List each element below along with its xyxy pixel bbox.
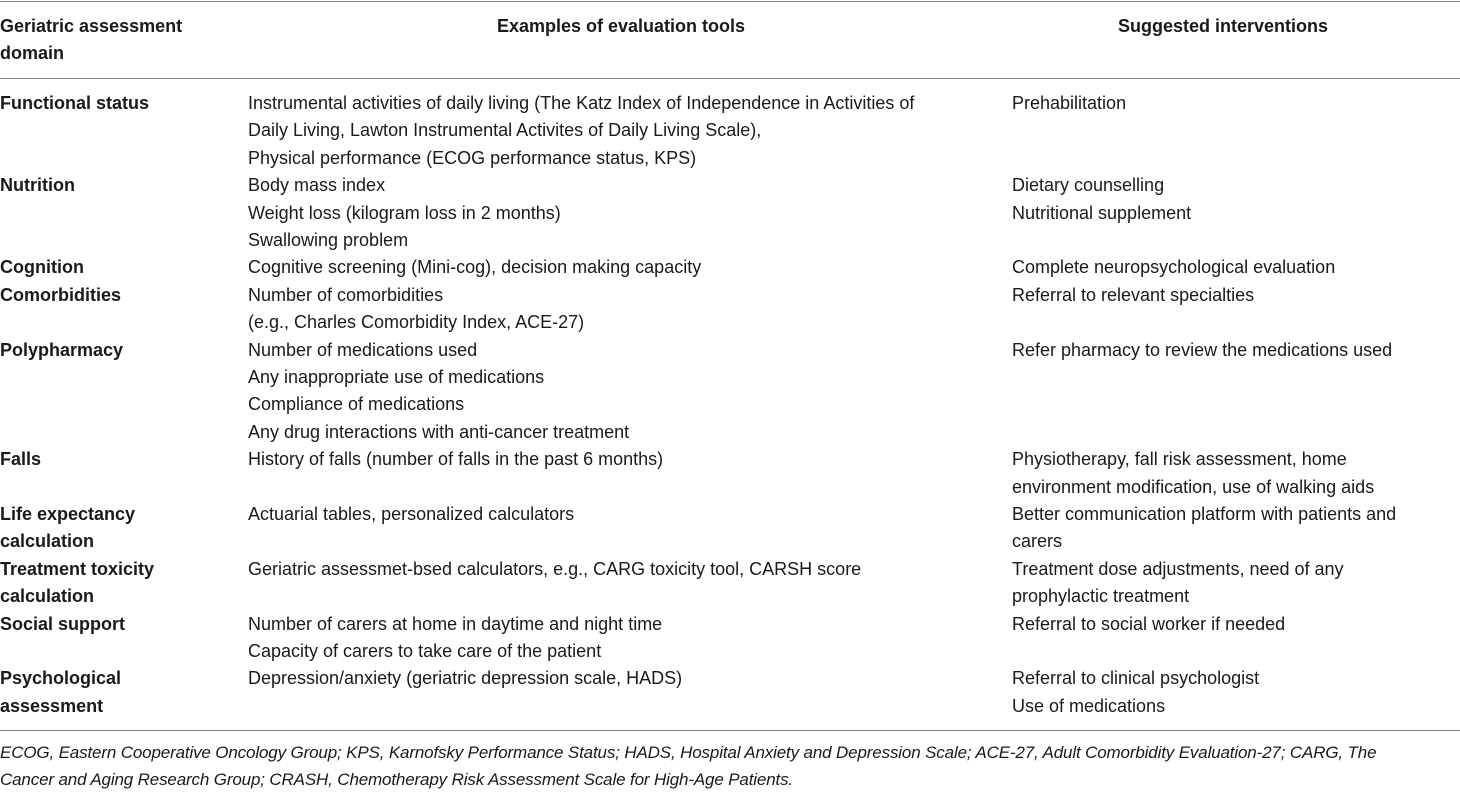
tools-cell — [248, 172, 998, 254]
interventions-cell-line: Dietary counselling — [1012, 175, 1165, 196]
tools-cell-line: Geriatric assessmet-bsed calculators, e.g., CARG toxicity tool, CARSH score — [248, 558, 862, 579]
domain-cell-line: Comorbidities — [0, 284, 122, 305]
interventions-cell-line: Use of medications — [1012, 695, 1166, 716]
tools-cell-line: Compliance of medications — [248, 394, 465, 415]
interventions-cell-line: Referral to social worker if needed — [1012, 613, 1286, 634]
tools-cell — [248, 556, 998, 583]
table-row — [0, 611, 1460, 666]
domain-cell — [0, 337, 235, 364]
interventions-cell-line: Refer pharmacy to review the medications used — [1012, 339, 1393, 360]
tools-cell — [248, 282, 998, 337]
tools-cell — [248, 665, 998, 692]
tools-cell-line: Instrumental activities of daily living (The Katz Index of Independence in Activities of — [248, 93, 915, 113]
domain-cell — [0, 446, 235, 473]
interventions-cell — [1012, 665, 1457, 720]
domain-cell — [0, 501, 235, 556]
interventions-cell-line: Nutritional supplement — [1012, 202, 1192, 223]
tools-cell — [248, 254, 998, 281]
domain-cell-line: Psychological — [0, 668, 122, 689]
tools-cell-line: (e.g., Charles Comorbidity Index, ACE-27) — [248, 312, 585, 333]
table-top-rule — [0, 1, 1460, 2]
interventions-cell-line: Referral to relevant specialties — [1012, 284, 1255, 305]
interventions-cell — [1012, 282, 1457, 309]
tools-cell-line: History of falls (number of falls in the past 6 months) — [248, 449, 664, 470]
table-row — [0, 501, 1460, 556]
tools-cell-line: Swallowing problem — [248, 230, 409, 250]
table-row — [0, 254, 1460, 281]
table-row — [0, 665, 1460, 720]
domain-cell — [0, 254, 235, 281]
tools-cell-line: Physical performance (ECOG performance status, KPS) — [248, 147, 697, 168]
table-row — [0, 282, 1460, 337]
tools-cell-line: Weight loss (kilogram loss in 2 months) — [248, 202, 561, 223]
tools-cell — [248, 446, 998, 473]
domain-cell-line: assessment — [0, 695, 104, 716]
column-header-domain-line1: Geriatric assessment — [0, 16, 183, 36]
domain-cell — [0, 556, 235, 611]
footnote-line: ECOG, Eastern Cooperative Oncology Group; KPS, Karnofsky Performance Status; HADS, Hospital Anxiety and Depression Scale; ACE-27, Adult Comorbidity Evaluation-27; CARG, The — [0, 743, 1377, 762]
tools-cell — [248, 337, 998, 447]
domain-cell-line: Life expectancy — [0, 504, 136, 524]
interventions-cell — [1012, 501, 1457, 556]
tools-cell — [248, 501, 998, 528]
tools-cell-line: Actuarial tables, personalized calculators — [248, 504, 575, 524]
interventions-cell-line: carers — [1012, 531, 1063, 552]
domain-cell-line: Polypharmacy — [0, 339, 124, 360]
table-bottom-rule — [0, 730, 1460, 731]
interventions-cell — [1012, 611, 1457, 638]
interventions-cell — [1012, 172, 1457, 227]
column-header-domain — [0, 13, 230, 67]
table-row — [0, 446, 1460, 501]
interventions-cell — [1012, 254, 1457, 281]
domain-cell-line: calculation — [0, 531, 95, 552]
interventions-cell-line: environment modification, use of walking aids — [1012, 476, 1375, 497]
table-row — [0, 337, 1460, 447]
domain-cell-line: Cognition — [0, 257, 84, 278]
interventions-cell-line: Prehabilitation — [1012, 93, 1127, 113]
interventions-cell — [1012, 337, 1457, 364]
domain-cell-line: Functional status — [0, 93, 150, 113]
interventions-cell-line: Treatment dose adjustments, need of any — [1012, 558, 1344, 579]
tools-cell-line: Number of carers at home in daytime and night time — [248, 613, 663, 634]
column-header-tools: Examples of evaluation tools — [496, 16, 746, 36]
tools-cell-line: Body mass index — [248, 175, 386, 196]
domain-cell — [0, 282, 235, 309]
tools-cell-line: Cognitive screening (Mini-cog), decision making capacity — [248, 257, 702, 278]
interventions-cell-line: Complete neuropsychological evaluation — [1012, 257, 1336, 278]
domain-cell-line: Treatment toxicity — [0, 558, 155, 579]
tools-cell-line: Number of medications used — [248, 339, 478, 360]
tools-cell — [248, 611, 998, 666]
column-header-interventions: Suggested interventions — [1117, 16, 1329, 36]
header-rule — [0, 78, 1460, 79]
tools-cell-line: Capacity of carers to take care of the patient — [248, 641, 602, 661]
tools-cell-line: Number of comorbidities — [248, 284, 444, 305]
domain-cell-line: Falls — [0, 449, 42, 470]
interventions-cell-line: Better communication platform with patients and — [1012, 504, 1397, 524]
tools-cell-line: Any inappropriate use of medications — [248, 367, 545, 387]
tools-cell-line: Any drug interactions with anti-cancer treatment — [248, 421, 630, 442]
table-row — [0, 90, 1460, 172]
interventions-cell — [1012, 90, 1457, 117]
tools-cell-line: Daily Living, Lawton Instrumental Activites of Daily Living Scale), — [248, 120, 762, 141]
interventions-cell-line: prophylactic treatment — [1012, 586, 1190, 607]
interventions-cell — [1012, 556, 1457, 611]
tools-cell-line: Depression/anxiety (geriatric depression scale, HADS) — [248, 668, 683, 689]
domain-cell-line: calculation — [0, 586, 95, 607]
tools-cell — [248, 90, 998, 172]
footnote-line: Cancer and Aging Research Group; CRASH, Chemotherapy Risk Assessment Scale for High-Age Patients. — [0, 770, 794, 789]
table-row — [0, 172, 1460, 254]
table-footnote — [0, 739, 1460, 793]
column-header-domain-line2: domain — [0, 43, 65, 63]
interventions-cell-line: Physiotherapy, fall risk assessment, home — [1012, 449, 1347, 470]
table-row — [0, 556, 1460, 611]
domain-cell-line: Social support — [0, 613, 126, 634]
interventions-cell-line: Referral to clinical psychologist — [1012, 668, 1260, 689]
domain-cell — [0, 172, 235, 199]
domain-cell-line: Nutrition — [0, 175, 75, 196]
domain-cell — [0, 665, 235, 720]
domain-cell — [0, 611, 235, 638]
domain-cell — [0, 90, 235, 117]
interventions-cell — [1012, 446, 1457, 501]
